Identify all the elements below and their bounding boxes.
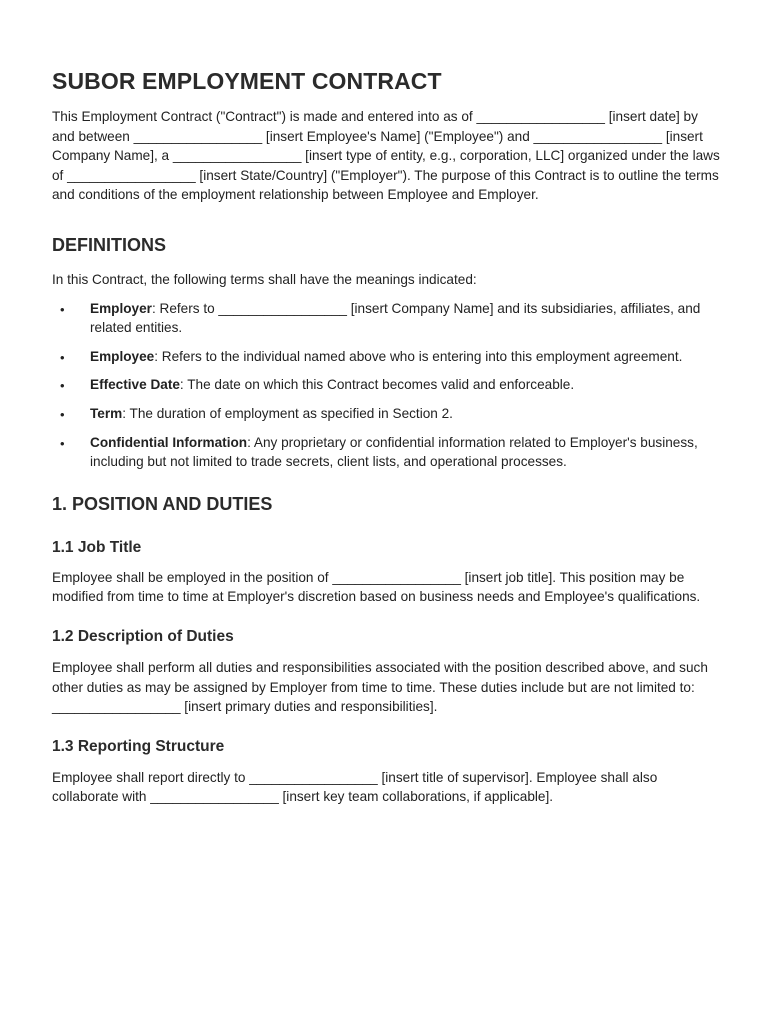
section-1-2-heading: 1.2 Description of Duties: [52, 627, 234, 645]
definition-term: Effective Date: [90, 377, 180, 393]
definition-item-effective-date: [52, 375, 722, 395]
section-1-heading: 1. POSITION AND DUTIES: [52, 493, 273, 514]
definition-text: : The duration of employment as specified in Section 2.: [122, 405, 453, 421]
definition-text: : The date on which this Contract becomes valid and enforceable.: [179, 377, 575, 393]
bullet-icon: •: [60, 378, 65, 394]
definition-term: Term: [90, 405, 123, 421]
definition-item-employee: [52, 347, 722, 367]
definition-term: Employee: [90, 348, 155, 364]
section-1-3-heading: 1.3 Reporting Structure: [52, 737, 225, 755]
definition-term: Employer: [90, 300, 152, 316]
definition-text: : Any proprietary or confidential information related to Employer's business, including but not limited to trade secrets, client lists, and operational processes.: [90, 434, 698, 470]
bullet-icon: •: [60, 349, 65, 365]
definitions-list: [52, 299, 722, 472]
document-page: [52, 68, 722, 807]
section-1-3-text: Employee shall report directly to _________________ [insert title of supervisor]. Employee shall also collaborate with _________________ [insert key team collaborations, if applicable].: [52, 769, 658, 805]
definition-term: Confidential Information: [90, 434, 248, 450]
definition-item-confidential-information: [52, 433, 722, 472]
definitions-heading: DEFINITIONS: [52, 234, 167, 255]
intro-paragraph: This Employment Contract ("Contract") is made and entered into as of _________________ [insert date] by and between _________________ [insert Employee's Name] ("Employee") and _________________ [insert Company Name], a _________________ [insert type of entity, e.g., corporation, LLC] organized under the laws of _________________ [insert State/Country] ("Employer"). The purpose of this Contract is to outline the terms and conditions of the employment relationship between Employee and Employer.: [52, 109, 720, 203]
definition-text: : Refers to the individual named above who is entering into this employment agreement.: [154, 348, 683, 364]
definitions-lead: In this Contract, the following terms shall have the meanings indicated:: [52, 271, 477, 287]
section-1-1-heading: 1.1 Job Title: [52, 538, 142, 556]
bullet-icon: •: [60, 301, 65, 317]
section-1-1-text: Employee shall be employed in the position of _________________ [insert job title]. This position may be modified from time to time at Employer's discretion based on business needs and Employee's qualifications.: [52, 569, 701, 605]
section-1-2-text: Employee shall perform all duties and responsibilities associated with the position described above, and such other duties as may be assigned by Employer from time to time. These duties include but are not limited to: _________________ [insert primary duties and responsibilities].: [52, 659, 708, 715]
bullet-icon: •: [60, 406, 65, 422]
document-title: SUBOR EMPLOYMENT CONTRACT: [52, 68, 442, 94]
definition-item-employer: [52, 299, 722, 338]
bullet-icon: •: [60, 435, 65, 451]
definition-item-term: [52, 404, 722, 424]
definition-text: : Refers to _________________ [insert Company Name] and its subsidiaries, affiliates, and related entities.: [90, 300, 701, 336]
